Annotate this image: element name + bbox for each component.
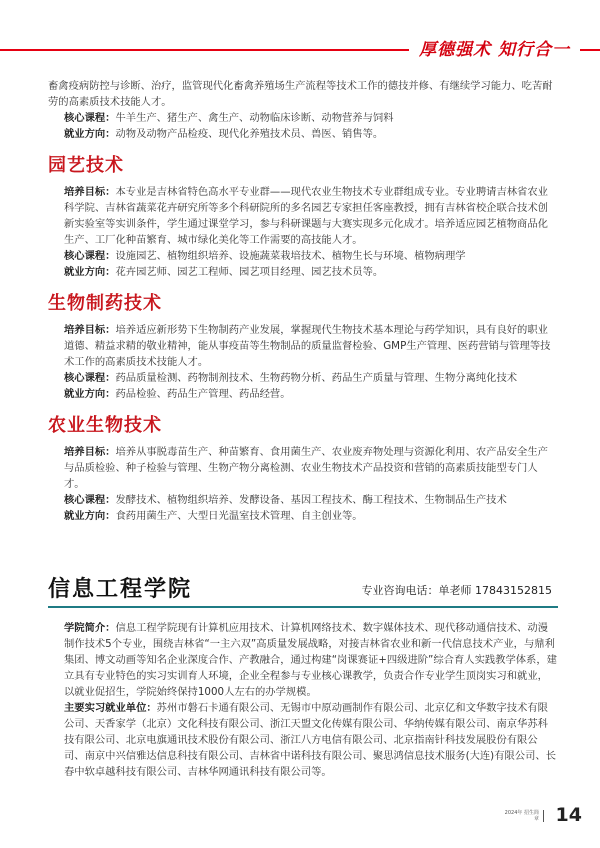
page-number: 14 [555, 804, 582, 826]
intro-career-line [48, 126, 558, 142]
intern-label: 主要实习就业单位： [64, 702, 157, 714]
core-value: 发酵技术、植物组织培养、发酵设备、基因工程技术、酶工程技术、生物制品生产技术 [115, 494, 507, 506]
core-line [48, 492, 558, 508]
intro-text: 畜禽疫病防控与诊断、治疗，监管现代化畜禽养殖场生产流程等技术工作的德技并修、有继续学习能力、吃苦耐劳的高素质技术技能人才。 [48, 80, 553, 108]
header-bar [0, 33, 600, 67]
career-label: 就业方向： [64, 388, 116, 400]
goal-value: 培养适应新形势下生物制药产业发展，掌握现代生物技术基本理论与药学知识，具有良好的职业道德、精益求精的敬业精神，能从事疫苗等生物制品的质量监督检验、GMP生产管理、医药营销与管理等技术工作的高素质技术技能人才。 [64, 324, 551, 368]
college-intro [48, 620, 558, 700]
college-content [48, 620, 558, 780]
career-value: 动物及动物产品检疫、现代化养殖技术员、兽医、销售等。 [115, 128, 384, 140]
goal-line [48, 444, 558, 492]
career-label: 就业方向： [64, 510, 116, 522]
core-label: 核心课程： [64, 112, 116, 124]
goal-label: 培养目标： [64, 186, 116, 198]
section-title: 园艺技术 [48, 155, 124, 176]
goal-line [48, 184, 558, 248]
header-motto: 厚德强术 知行合一 [409, 33, 580, 67]
page-meta: 2024年 招生简章 [503, 810, 544, 822]
college-intern [48, 700, 558, 780]
college-title: 信息工程学院 [48, 577, 193, 602]
section-title: 生物制药技术 [48, 293, 162, 314]
core-value: 药品质量检测、药物制剂技术、生物药物分析、药品生产质量与管理、生物分离纯化技术 [115, 372, 518, 384]
career-line [48, 386, 558, 402]
section-biopharma [48, 292, 558, 402]
career-value: 药品检验、药品生产管理、药品经营。 [115, 388, 291, 400]
core-line [48, 248, 558, 264]
career-line [48, 264, 558, 280]
section-horticulture [48, 154, 558, 280]
main-content [48, 78, 558, 524]
career-line [48, 508, 558, 524]
intro-continuation [48, 78, 558, 142]
goal-label: 培养目标： [64, 324, 116, 336]
career-value: 花卉园艺师、园艺工程师、园艺项目经理、园艺技术员等。 [115, 266, 384, 278]
goal-value: 本专业是吉林省特色高水平专业群——现代农业生物技术专业群组成专业。专业聘请吉林省农业科学院、吉林省蔬菜花卉研究所等多个科研院所的多名园艺专家担任客座教授，拥有吉林省校企联合技术创新实验室等实训条件，学生通过课堂学习，参与科研课题与大赛实现多元化成才。培养适应园艺植物商品化生产、工厂化种苗繁育、城市绿化美化等工作需要的高技能人才。 [64, 186, 548, 246]
college-header [48, 572, 558, 608]
intro-label: 学院简介： [64, 622, 116, 634]
section-title: 农业生物技术 [48, 415, 162, 436]
core-value: 设施园艺、植物组织培养、设施蔬菜栽培技术、植物生长与环境、植物病理学 [115, 250, 466, 262]
goal-label: 培养目标： [64, 446, 116, 458]
core-line [48, 370, 558, 386]
career-label: 就业方向： [64, 128, 116, 140]
college-contact: 专业咨询电话：单老师 17843152815 [361, 584, 552, 597]
core-label: 核心课程： [64, 494, 116, 506]
career-value: 食药用菌生产、大型日光温室技术管理、自主创业等。 [115, 510, 363, 522]
goal-line [48, 322, 558, 370]
core-value: 牛羊生产、猪生产、禽生产、动物临床诊断、动物营养与饲料 [115, 112, 394, 124]
core-label: 核心课程： [64, 372, 116, 384]
intern-value: 苏州市磐石卡通有限公司、无锡市中原动画制作有限公司、北京亿和文华数字技术有限公司、天香家学（北京）文化科技有限公司、浙江天盟文化传媒有限公司、华纳传媒有限公司、南京华苏科技有限公司、北京电旗通讯技术股份有限公司、浙江八方电信有限公司、北京指南针科技发展股份有限公司、南京中兴信雅达信息科技有限公司、吉林省中诺科技有限公司、聚思鸿信息技术服务(大连)有限公司、长春中软卓越科技有限公司、吉林华网通讯科技有限公司等。 [64, 702, 556, 778]
intro-core-line [48, 110, 558, 126]
core-label: 核心课程： [64, 250, 116, 262]
career-label: 就业方向： [64, 266, 116, 278]
section-agri-biotech [48, 414, 558, 524]
intro-value: 信息工程学院现有计算机应用技术、计算机网络技术、数字媒体技术、现代移动通信技术、动漫制作技术5个专业，围绕吉林省“一主六双”高质量发展战略，对接吉林省农业和新一代信息技术产业，与鼎利集团、博文动画等知名企业深度合作、产教融合，通过构建“岗课赛证+四级进阶”综合育人实践教学体系，建立具有专业特色的实习实训育人环境，企业全程参与专业核心课教学，负责合作专业学生顶岗实习和就业，以就业促招生，学院始终保持1000人左右的办学规模。 [64, 622, 557, 698]
goal-value: 培养从事脱毒苗生产、种苗繁育、食用菌生产、农业废弃物处理与资源化利用、农产品安全生产与品质检验、种子检验与管理、生物产物分离检测、农业生物技术产品投资和营销的高素质技能型专门人才。 [64, 446, 548, 490]
